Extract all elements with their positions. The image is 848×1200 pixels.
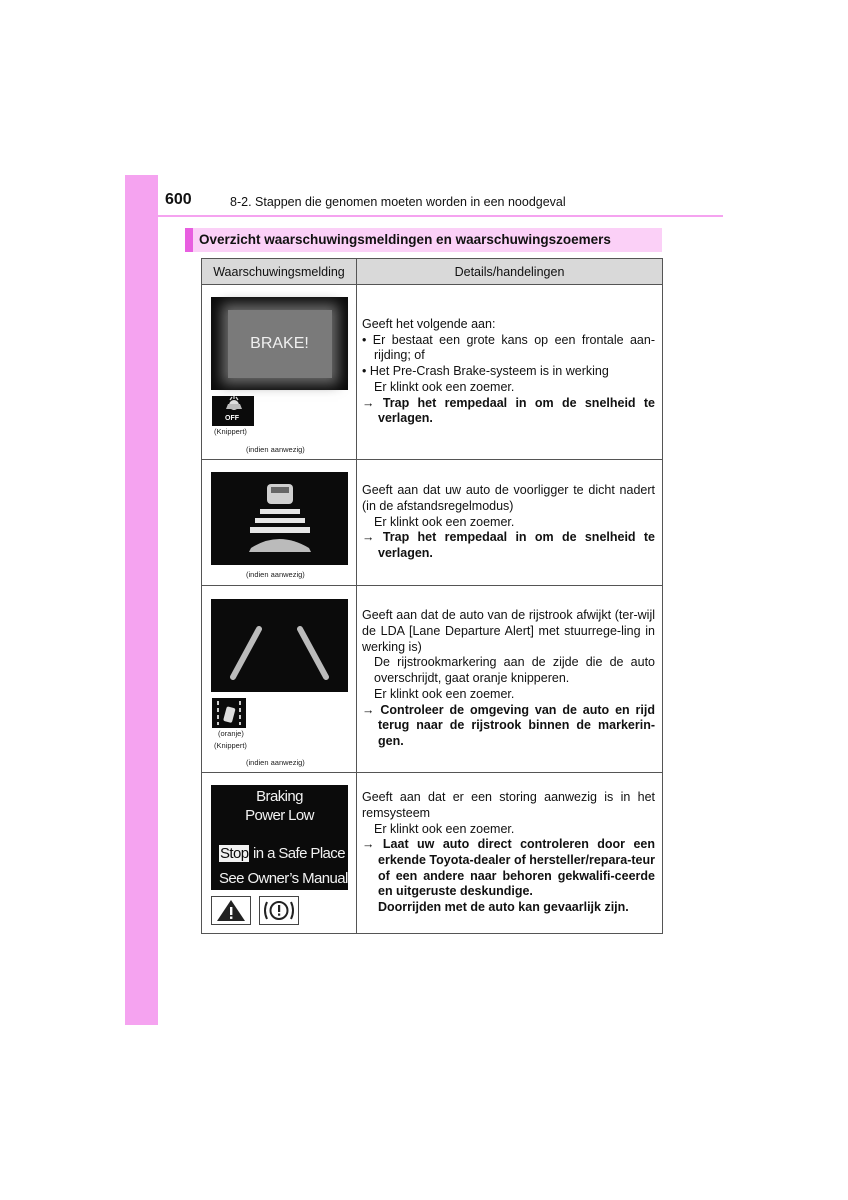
detail-line: Geeft het volgende aan: xyxy=(362,317,496,332)
caption-if-equipped: (indien aanwezig) xyxy=(246,758,305,767)
screen-line-stop xyxy=(219,845,345,862)
action-line: Doorrijden met de auto kan gevaarlijk zijn. xyxy=(378,900,629,915)
caption-flashing: (Knippert) xyxy=(214,741,247,750)
action-line: → Laat uw auto direct controleren door een erkende Toyota-dealer of hersteller/repara-teur of een andere naar behoren gekwalifi-ceerde en uitgeruste deskundige. xyxy=(362,837,655,899)
warning-cell xyxy=(202,460,357,586)
warning-table xyxy=(201,258,663,934)
section-title-text: Overzicht waarschuwingsmeldingen en waarschuwingszoemers xyxy=(199,232,611,247)
table-header-row xyxy=(202,259,663,285)
running-head: 8-2. Stappen die genomen moeten worden in een noodgeval xyxy=(230,195,566,209)
detail-bullet: • Het Pre-Crash Brake-systeem is in werking xyxy=(362,364,609,379)
action-line: → Trap het rempedaal in om de snelheid te verlagen. xyxy=(362,530,655,561)
detail-line: De rijstrookmarkering aan de zijde die de auto overschrijdt, gaat oranje knipperen. xyxy=(374,655,655,686)
screen-line: in a Safe Place xyxy=(253,845,345,862)
stop-highlight: Stop xyxy=(220,845,249,862)
side-tab-bar xyxy=(125,175,158,1025)
table-row xyxy=(202,586,663,773)
details-cell xyxy=(357,773,663,934)
caption-flashing: (Knippert) xyxy=(214,427,247,436)
lda-icon xyxy=(212,698,246,728)
approach-vehicle-icon xyxy=(211,472,348,565)
table-row xyxy=(202,460,663,586)
table-row xyxy=(202,285,663,460)
caption-if-equipped: (indien aanwezig) xyxy=(246,570,305,579)
screen-line: See Owner’s Manual xyxy=(219,870,348,887)
header-rule xyxy=(158,215,723,217)
brake-warning-text: BRAKE! xyxy=(250,334,309,352)
brake-warning-box xyxy=(228,310,332,378)
detail-line: Er klinkt ook een zoemer. xyxy=(374,379,515,394)
distance-screen xyxy=(211,472,348,565)
brake-screen xyxy=(211,297,348,390)
column-header-warning: Waarschuwingsmelding xyxy=(202,259,357,285)
detail-line: Er klinkt ook een zoemer. xyxy=(374,821,515,836)
detail-line: Geeft aan dat uw auto de voorligger te dicht nadert (in de afstandsregelmodus) xyxy=(362,483,655,513)
action-line: → Controleer de omgeving van de auto en rijd terug naar de rijstrook binnen de markerin-gen. xyxy=(362,702,655,748)
screen-line: Power Low xyxy=(245,807,314,824)
screen-line: Braking xyxy=(256,788,303,805)
section-title xyxy=(185,228,662,252)
pre-crash-off-icon xyxy=(212,396,254,426)
warning-cell xyxy=(202,285,357,460)
detail-line: Geeft aan dat de auto van de rijstrook afwijkt (ter-wijl de LDA [Lane Departure Alert] met stuurrege-ling in werking is) xyxy=(362,608,655,654)
action-line: → Trap het rempedaal in om de snelheid te verlagen. xyxy=(362,395,655,426)
lane-screen xyxy=(211,599,348,692)
detail-line: Er klinkt ook een zoemer. xyxy=(374,514,515,529)
table-row xyxy=(202,773,663,934)
page-number: 600 xyxy=(165,191,192,208)
warning-cell xyxy=(202,586,357,773)
caption-orange: (oranje) xyxy=(218,729,244,738)
caption-if-equipped: (indien aanwezig) xyxy=(246,445,305,454)
lane-markings-icon xyxy=(211,599,348,692)
detail-line: Geeft aan dat er een storing aanwezig is in het remsysteem xyxy=(362,790,655,820)
column-header-details: Details/handelingen xyxy=(357,259,663,285)
brake-system-icon xyxy=(259,896,299,925)
details-cell xyxy=(357,586,663,773)
detail-bullet: • Er bestaat een grote kans op een frontale aan-rijding; of xyxy=(362,332,655,363)
details-cell xyxy=(357,460,663,586)
detail-line: Er klinkt ook een zoemer. xyxy=(374,686,515,701)
braking-power-screen xyxy=(211,785,348,890)
off-label: OFF xyxy=(225,415,239,422)
details-cell xyxy=(357,285,663,460)
warning-cell xyxy=(202,773,357,934)
warning-triangle-icon xyxy=(211,896,251,925)
